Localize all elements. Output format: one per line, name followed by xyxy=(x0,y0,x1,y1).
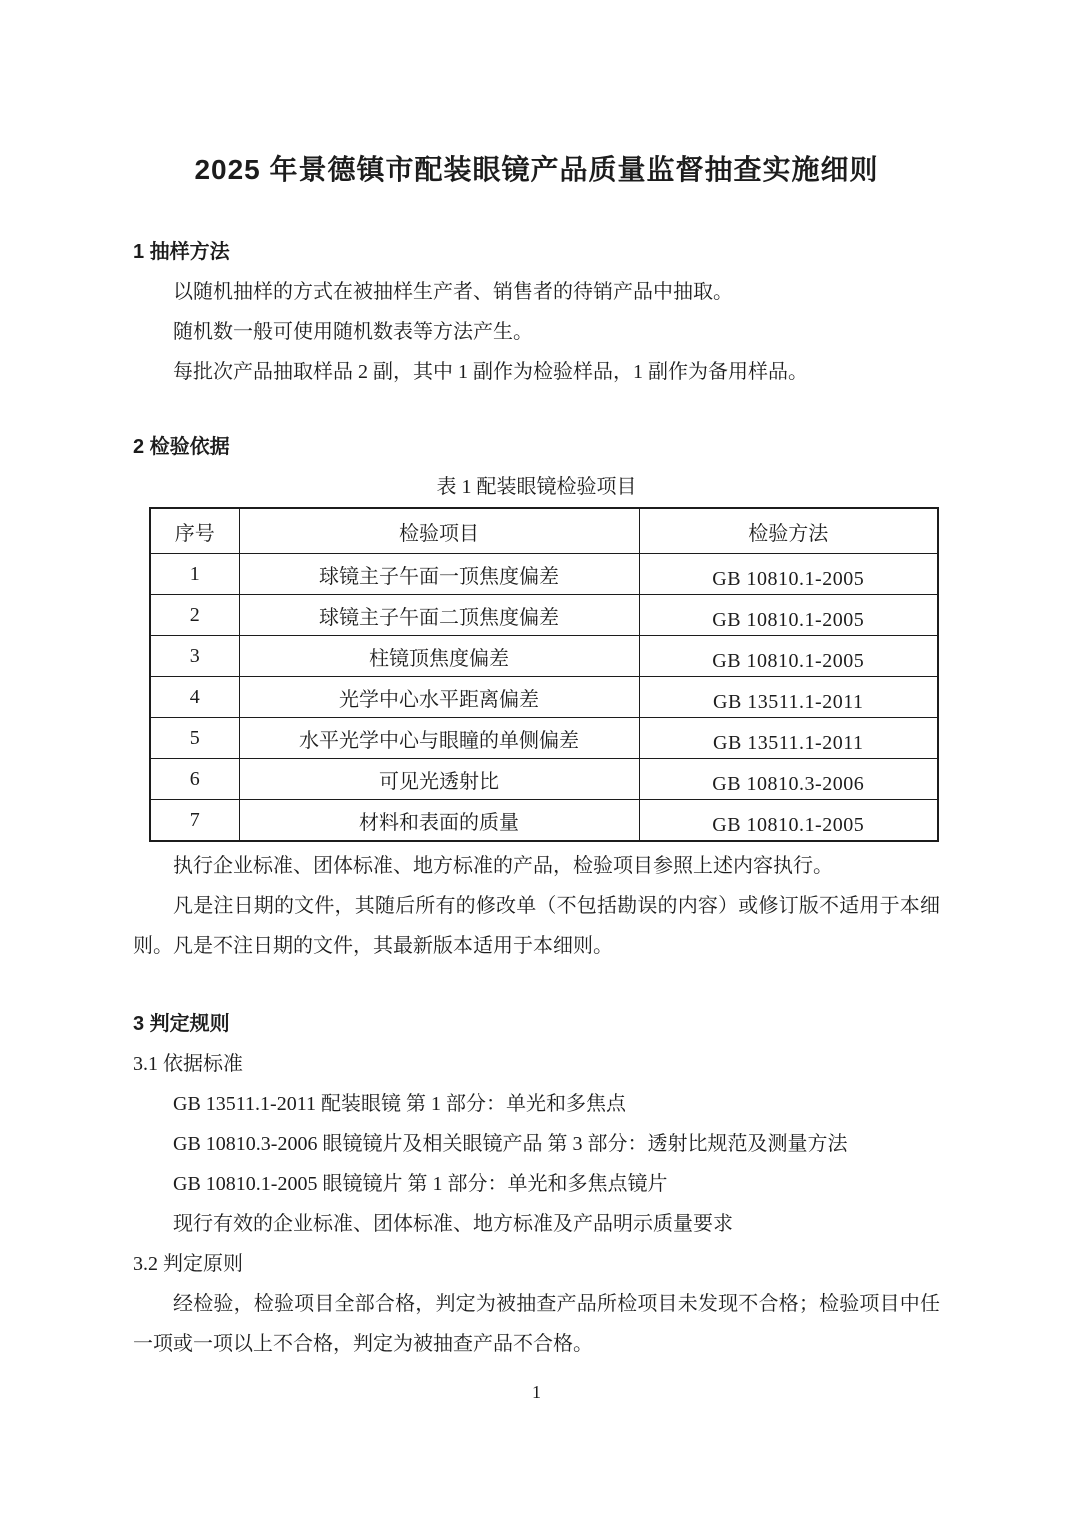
standard-item: 现行有效的企业标准、团体标准、地方标准及产品明示质量要求 xyxy=(173,1213,733,1235)
section3-2-paragraph: 经检验，检验项目全部合格，判定为被抽查产品所检项目未发现不合格；检验项目中任一项或一项以上不合格，判定为被抽查产品不合格。 xyxy=(133,1293,940,1355)
cell-number: 7 xyxy=(150,800,239,842)
section3-1-heading: 3.1 依据标准 xyxy=(133,1053,243,1075)
cell-method: GB 10810.1-2005 xyxy=(639,800,938,842)
cell-item: 光学中心水平距离偏差 xyxy=(239,677,639,718)
section2-paragraph: 执行企业标准、团体标准、地方标准的产品，检验项目参照上述内容执行。 xyxy=(173,855,833,877)
cell-number: 4 xyxy=(150,677,239,718)
table-row xyxy=(150,554,938,595)
document-title: 2025 年景德镇市配装眼镜产品质量监督抽查实施细则 xyxy=(194,154,879,185)
column-header-item: 检验项目 xyxy=(239,508,639,554)
inspection-items-table xyxy=(149,507,939,842)
cell-item: 材料和表面的质量 xyxy=(239,800,639,842)
section3-heading: 3 判定规则 xyxy=(133,1013,230,1035)
section-sampling-method xyxy=(133,232,940,392)
section3-2-heading: 3.2 判定原则 xyxy=(133,1253,243,1275)
cell-method: GB 10810.1-2005 xyxy=(639,554,938,595)
table-row xyxy=(150,677,938,718)
table-row xyxy=(150,636,938,677)
cell-item: 球镜主子午面二顶焦度偏差 xyxy=(239,595,639,636)
section-judgment-rules xyxy=(133,1004,940,1364)
cell-method: GB 13511.1-2011 xyxy=(639,677,938,718)
standard-item: GB 10810.1-2005 眼镜镜片 第 1 部分：单光和多焦点镜片 xyxy=(173,1173,668,1195)
table-row xyxy=(150,759,938,800)
cell-method: GB 10810.1-2005 xyxy=(639,636,938,677)
cell-item: 可见光透射比 xyxy=(239,759,639,800)
section1-paragraph: 以随机抽样的方式在被抽样生产者、销售者的待销产品中抽取。 xyxy=(173,281,733,303)
section2-heading: 2 检验依据 xyxy=(133,436,230,458)
cell-number: 6 xyxy=(150,759,239,800)
cell-method: GB 10810.3-2006 xyxy=(639,759,938,800)
cell-item: 水平光学中心与眼瞳的单侧偏差 xyxy=(239,718,639,759)
cell-item: 球镜主子午面一顶焦度偏差 xyxy=(239,554,639,595)
standard-item: GB 10810.3-2006 眼镜镜片及相关眼镜产品 第 3 部分：透射比规范及测量方法 xyxy=(173,1133,848,1155)
column-header-number: 序号 xyxy=(150,508,239,554)
section2-paragraph: 凡是注日期的文件，其随后所有的修改单（不包括勘误的内容）或修订版不适用于本细则。凡是不注日期的文件，其最新版本适用于本细则。 xyxy=(133,895,940,957)
section1-heading: 1 抽样方法 xyxy=(133,241,230,263)
table-row xyxy=(150,718,938,759)
cell-method: GB 13511.1-2011 xyxy=(639,718,938,759)
cell-number: 3 xyxy=(150,636,239,677)
column-header-method: 检验方法 xyxy=(639,508,938,554)
table-row xyxy=(150,595,938,636)
section1-paragraph: 每批次产品抽取样品 2 副，其中 1 副作为检验样品，1 副作为备用样品。 xyxy=(173,361,808,383)
cell-number: 1 xyxy=(150,554,239,595)
table-caption: 表 1 配装眼镜检验项目 xyxy=(436,476,637,498)
table-row xyxy=(150,800,938,842)
section1-paragraph: 随机数一般可使用随机数表等方法产生。 xyxy=(173,321,533,343)
cell-number: 2 xyxy=(150,595,239,636)
cell-method: GB 10810.1-2005 xyxy=(639,595,938,636)
section-inspection-basis xyxy=(133,427,940,966)
cell-number: 5 xyxy=(150,718,239,759)
standard-item: GB 13511.1-2011 配装眼镜 第 1 部分：单光和多焦点 xyxy=(173,1093,626,1115)
page-number: 1 xyxy=(532,1382,541,1402)
table-header-row xyxy=(150,508,938,554)
cell-item: 柱镜顶焦度偏差 xyxy=(239,636,639,677)
